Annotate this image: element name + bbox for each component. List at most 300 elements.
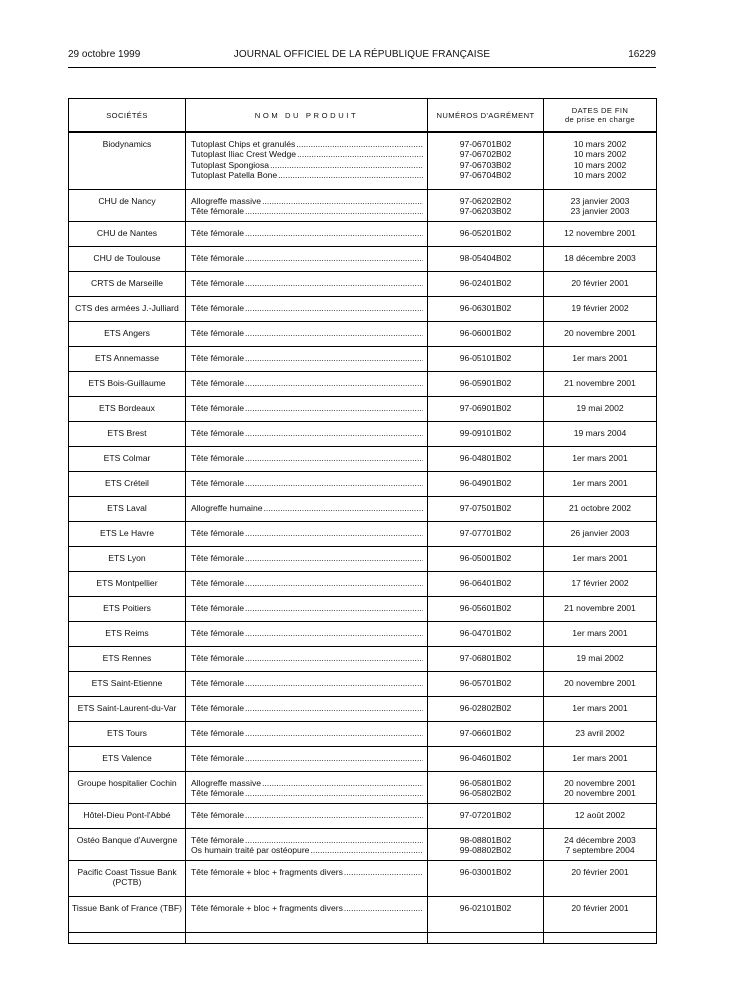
column-header-dates xyxy=(544,99,657,133)
societe-cell: ETS Reims xyxy=(69,621,186,646)
produit-name: Tête fémorale xyxy=(191,787,245,798)
date-fin: 23 janvier 2003 xyxy=(570,195,630,206)
table-row xyxy=(69,189,657,221)
societe-cell: CTS des armées J.-Julliard xyxy=(69,296,186,321)
table-row xyxy=(69,221,657,246)
dot-leader xyxy=(310,845,423,855)
numero-agrement: 96-05701B02 xyxy=(459,677,512,688)
produit-line xyxy=(191,788,423,798)
produit-name: Tête fémorale xyxy=(191,702,245,713)
table-row xyxy=(69,546,657,571)
numero-cell xyxy=(428,803,544,828)
produit-line xyxy=(191,278,423,288)
table-row xyxy=(69,271,657,296)
date-cell xyxy=(544,446,657,471)
numero-agrement: 96-05001B02 xyxy=(459,552,512,563)
produit-cell xyxy=(186,646,428,671)
produit-cell xyxy=(186,828,428,860)
date-cell xyxy=(544,132,657,189)
numero-cell xyxy=(428,771,544,803)
numero-cell xyxy=(428,346,544,371)
dot-leader xyxy=(245,403,423,413)
produit-name: Tête fémorale xyxy=(191,402,245,413)
date-fin: 1er mars 2001 xyxy=(572,752,628,763)
dot-leader xyxy=(245,228,423,238)
table-row xyxy=(69,446,657,471)
produit-line xyxy=(191,553,423,563)
dot-leader xyxy=(245,328,423,338)
produit-line xyxy=(191,170,423,180)
produit-name: Tutoplast Spongiosa xyxy=(191,159,270,170)
produit-line xyxy=(191,845,423,855)
date-cell xyxy=(544,803,657,828)
produit-line xyxy=(191,160,423,170)
produit-line xyxy=(191,703,423,713)
societe-cell: ETS Saint-Laurent-du-Var xyxy=(69,696,186,721)
date-cell xyxy=(544,860,657,896)
numero-agrement: 96-05101B02 xyxy=(459,352,512,363)
produit-line xyxy=(191,653,423,663)
continuation-cell xyxy=(69,932,186,943)
date-cell xyxy=(544,571,657,596)
produit-cell xyxy=(186,571,428,596)
dot-leader xyxy=(245,578,423,588)
produit-line xyxy=(191,139,423,149)
produit-cell xyxy=(186,596,428,621)
numero-cell xyxy=(428,746,544,771)
produit-line xyxy=(191,903,423,913)
dot-leader xyxy=(264,503,423,513)
table-row xyxy=(69,896,657,932)
numero-agrement: 97-06203B02 xyxy=(459,205,512,216)
numero-agrement: 96-04901B02 xyxy=(459,477,512,488)
societe-cell: Pacific Coast Tissue Bank (PCTB) xyxy=(69,860,186,896)
dot-leader xyxy=(245,478,423,488)
numero-agrement: 99-08802B02 xyxy=(459,844,512,855)
societe-cell: ETS Montpellier xyxy=(69,571,186,596)
societe-cell: ETS Le Havre xyxy=(69,521,186,546)
date-cell xyxy=(544,696,657,721)
date-cell xyxy=(544,496,657,521)
date-fin: 7 septembre 2004 xyxy=(565,844,635,855)
table-header-row xyxy=(69,99,657,133)
produit-cell xyxy=(186,296,428,321)
produit-cell xyxy=(186,860,428,896)
numero-cell xyxy=(428,860,544,896)
dot-leader xyxy=(245,528,423,538)
produit-cell xyxy=(186,721,428,746)
header-page-number: 16229 xyxy=(628,49,656,60)
produit-name: Tutoplast Patella Bone xyxy=(191,169,278,180)
header-date: 29 octobre 1999 xyxy=(68,49,141,60)
dot-leader xyxy=(245,303,423,313)
produit-cell xyxy=(186,896,428,932)
produit-cell xyxy=(186,396,428,421)
date-cell xyxy=(544,621,657,646)
date-fin: 20 novembre 2001 xyxy=(564,787,636,798)
societe-cell: ETS Rennes xyxy=(69,646,186,671)
numero-cell xyxy=(428,246,544,271)
numero-agrement: 96-03001B02 xyxy=(459,866,512,877)
date-fin: 18 décembre 2003 xyxy=(564,252,636,263)
date-fin: 10 mars 2002 xyxy=(573,169,627,180)
produit-line xyxy=(191,810,423,820)
produit-line xyxy=(191,206,423,216)
numero-agrement: 97-07201B02 xyxy=(459,809,512,820)
date-fin: 21 novembre 2001 xyxy=(564,602,636,613)
date-cell xyxy=(544,596,657,621)
numero-agrement: 99-09101B02 xyxy=(459,427,512,438)
date-fin: 17 février 2002 xyxy=(571,577,629,588)
date-cell xyxy=(544,521,657,546)
date-fin: 1er mars 2001 xyxy=(572,352,628,363)
produit-cell xyxy=(186,189,428,221)
produit-line xyxy=(191,835,423,845)
numero-cell xyxy=(428,896,544,932)
date-fin: 20 novembre 2001 xyxy=(564,777,636,788)
approval-table xyxy=(68,98,657,944)
numero-cell xyxy=(428,221,544,246)
produit-name: Tête fémorale xyxy=(191,352,245,363)
societe-cell: Tissue Bank of France (TBF) xyxy=(69,896,186,932)
date-fin: 10 mars 2002 xyxy=(573,139,627,149)
numero-cell xyxy=(428,646,544,671)
societe-cell: ETS Brest xyxy=(69,421,186,446)
numero-agrement: 97-06703B02 xyxy=(459,159,512,170)
produit-line xyxy=(191,328,423,338)
produit-cell xyxy=(186,771,428,803)
produit-line xyxy=(191,867,423,877)
produit-line xyxy=(191,628,423,638)
date-cell xyxy=(544,271,657,296)
numero-agrement: 96-05201B02 xyxy=(459,227,512,238)
column-header-numeros: NUMÉROS D'AGRÉMENT xyxy=(428,99,544,133)
societe-cell: Ostéo Banque d'Auvergne xyxy=(69,828,186,860)
produit-line xyxy=(191,253,423,263)
date-fin: 19 mai 2002 xyxy=(576,402,624,413)
column-header-dates-line2: de prise en charge xyxy=(564,115,636,124)
date-fin: 20 février 2001 xyxy=(571,902,629,913)
date-cell xyxy=(544,296,657,321)
date-fin: 19 février 2002 xyxy=(571,302,629,313)
header-journal-title: JOURNAL OFFICIEL DE LA RÉPUBLIQUE FRANÇAISE xyxy=(233,49,491,60)
produit-name: Tête fémorale xyxy=(191,527,245,538)
date-fin: 1er mars 2001 xyxy=(572,552,628,563)
produit-name: Tête fémorale xyxy=(191,652,245,663)
numero-agrement: 96-05901B02 xyxy=(459,377,512,388)
produit-line xyxy=(191,603,423,613)
produit-name: Allogreffe massive xyxy=(191,195,262,206)
societe-cell: Biodynamics xyxy=(69,132,186,189)
produit-cell xyxy=(186,246,428,271)
table-row xyxy=(69,596,657,621)
dot-leader xyxy=(245,678,423,688)
produit-cell xyxy=(186,471,428,496)
table-row xyxy=(69,803,657,828)
produit-name: Tête fémorale xyxy=(191,727,245,738)
numero-cell xyxy=(428,828,544,860)
numero-agrement: 96-04701B02 xyxy=(459,627,512,638)
dot-leader xyxy=(245,788,423,798)
column-header-dates-line1: DATES DE FIN xyxy=(571,106,629,115)
produit-line xyxy=(191,728,423,738)
date-fin: 1er mars 2001 xyxy=(572,452,628,463)
numero-agrement: 96-04601B02 xyxy=(459,752,512,763)
dot-leader xyxy=(245,206,423,216)
produit-line xyxy=(191,149,423,159)
produit-name: Tête fémorale xyxy=(191,377,245,388)
numero-agrement: 96-05802B02 xyxy=(459,787,512,798)
table-row xyxy=(69,421,657,446)
table-body xyxy=(69,132,657,943)
table-row xyxy=(69,521,657,546)
produit-line xyxy=(191,578,423,588)
numero-cell xyxy=(428,321,544,346)
societe-cell: Hôtel-Dieu Pont-l'Abbé xyxy=(69,803,186,828)
produit-name: Tête fémorale xyxy=(191,252,245,263)
produit-name: Tête fémorale xyxy=(191,427,245,438)
produit-name: Tête fémorale xyxy=(191,677,245,688)
numero-agrement: 97-06901B02 xyxy=(459,402,512,413)
societe-cell: ETS Bordeaux xyxy=(69,396,186,421)
produit-line xyxy=(191,753,423,763)
produit-name: Tête fémorale xyxy=(191,327,245,338)
dot-leader xyxy=(245,253,423,263)
numero-cell xyxy=(428,421,544,446)
societe-cell: ETS Lyon xyxy=(69,546,186,571)
produit-cell xyxy=(186,346,428,371)
societe-cell: ETS Poitiers xyxy=(69,596,186,621)
produit-line xyxy=(191,303,423,313)
date-cell xyxy=(544,371,657,396)
date-fin: 24 décembre 2003 xyxy=(564,834,636,845)
date-fin: 1er mars 2001 xyxy=(572,627,628,638)
produit-line xyxy=(191,503,423,513)
produit-cell xyxy=(186,671,428,696)
continuation-cell xyxy=(544,932,657,943)
page-header xyxy=(68,49,656,63)
date-fin: 23 avril 2002 xyxy=(575,727,625,738)
numero-agrement: 96-06001B02 xyxy=(459,327,512,338)
table-row xyxy=(69,771,657,803)
table-row xyxy=(69,721,657,746)
societe-cell: ETS Saint-Etienne xyxy=(69,671,186,696)
dot-leader xyxy=(296,139,423,149)
produit-name: Os humain traité par ostéopure xyxy=(191,844,310,855)
date-fin: 21 octobre 2002 xyxy=(568,502,632,513)
numero-cell xyxy=(428,396,544,421)
numero-cell xyxy=(428,296,544,321)
date-fin: 19 mars 2004 xyxy=(573,427,627,438)
produit-name: Tête fémorale xyxy=(191,834,245,845)
table-row xyxy=(69,321,657,346)
produit-cell xyxy=(186,496,428,521)
date-cell xyxy=(544,189,657,221)
produit-cell xyxy=(186,746,428,771)
numero-agrement: 97-06601B02 xyxy=(459,727,512,738)
produit-line xyxy=(191,353,423,363)
produit-name: Tête fémorale xyxy=(191,809,245,820)
produit-cell xyxy=(186,621,428,646)
table-row xyxy=(69,571,657,596)
numero-agrement: 96-04801B02 xyxy=(459,452,512,463)
numero-agrement: 96-02101B02 xyxy=(459,902,512,913)
date-cell xyxy=(544,396,657,421)
produit-name: Tête fémorale xyxy=(191,752,245,763)
date-fin: 1er mars 2001 xyxy=(572,477,628,488)
dot-leader xyxy=(297,149,423,159)
societe-cell: ETS Annemasse xyxy=(69,346,186,371)
dot-leader xyxy=(245,835,423,845)
produit-cell xyxy=(186,221,428,246)
table-continuation-row xyxy=(69,932,657,943)
produit-name: Tête fémorale xyxy=(191,302,245,313)
dot-leader xyxy=(344,867,423,877)
date-fin: 26 janvier 2003 xyxy=(570,527,630,538)
produit-line xyxy=(191,678,423,688)
numero-cell xyxy=(428,271,544,296)
produit-name: Tête fémorale xyxy=(191,577,245,588)
dot-leader xyxy=(262,196,423,206)
produit-name: Tête fémorale xyxy=(191,205,245,216)
numero-cell xyxy=(428,496,544,521)
numero-agrement: 97-07501B02 xyxy=(459,502,512,513)
produit-name: Allogreffe massive xyxy=(191,777,262,788)
date-cell xyxy=(544,471,657,496)
date-cell xyxy=(544,221,657,246)
date-cell xyxy=(544,771,657,803)
numero-agrement: 96-06301B02 xyxy=(459,302,512,313)
dot-leader xyxy=(245,453,423,463)
table-row xyxy=(69,746,657,771)
date-fin: 19 mai 2002 xyxy=(576,652,624,663)
numero-agrement: 96-05601B02 xyxy=(459,602,512,613)
table-row xyxy=(69,396,657,421)
societe-cell: CRTS de Marseille xyxy=(69,271,186,296)
produit-name: Allogreffe humaine xyxy=(191,502,263,513)
table-row xyxy=(69,621,657,646)
societe-cell: ETS Valence xyxy=(69,746,186,771)
numero-cell xyxy=(428,446,544,471)
dot-leader xyxy=(245,810,423,820)
table-row xyxy=(69,346,657,371)
produit-cell xyxy=(186,546,428,571)
numero-agrement: 97-06202B02 xyxy=(459,195,512,206)
societe-cell: CHU de Nancy xyxy=(69,189,186,221)
date-fin: 12 août 2002 xyxy=(574,809,626,820)
numero-cell xyxy=(428,132,544,189)
dot-leader xyxy=(245,728,423,738)
dot-leader xyxy=(344,903,423,913)
table-row xyxy=(69,646,657,671)
dot-leader xyxy=(245,628,423,638)
produit-line xyxy=(191,403,423,413)
numero-agrement: 98-08801B02 xyxy=(459,834,512,845)
produit-name: Tête fémorale xyxy=(191,602,245,613)
produit-line xyxy=(191,453,423,463)
produit-cell xyxy=(186,521,428,546)
numero-agrement: 97-06702B02 xyxy=(459,149,512,160)
table-row xyxy=(69,828,657,860)
numero-agrement: 97-06704B02 xyxy=(459,169,512,180)
produit-name: Tutoplast Iliac Crest Wedge xyxy=(191,149,297,160)
produit-cell xyxy=(186,446,428,471)
numero-agrement: 96-05801B02 xyxy=(459,777,512,788)
date-fin: 20 février 2001 xyxy=(571,277,629,288)
produit-line xyxy=(191,778,423,788)
societe-cell: ETS Angers xyxy=(69,321,186,346)
produit-name: Tête fémorale + bloc + fragments divers xyxy=(191,866,343,877)
numero-agrement: 97-06801B02 xyxy=(459,652,512,663)
date-cell xyxy=(544,546,657,571)
numero-agrement: 96-06401B02 xyxy=(459,577,512,588)
numero-agrement: 96-02401B02 xyxy=(459,277,512,288)
date-cell xyxy=(544,321,657,346)
column-header-produit: NOM DU PRODUIT xyxy=(186,99,428,133)
date-cell xyxy=(544,646,657,671)
continuation-cell xyxy=(186,932,428,943)
date-fin: 10 mars 2002 xyxy=(573,149,627,160)
produit-cell xyxy=(186,321,428,346)
produit-name: Tête fémorale xyxy=(191,227,245,238)
date-fin: 20 novembre 2001 xyxy=(564,327,636,338)
numero-cell xyxy=(428,696,544,721)
date-fin: 12 novembre 2001 xyxy=(564,227,636,238)
numero-cell xyxy=(428,189,544,221)
table-row xyxy=(69,471,657,496)
date-cell xyxy=(544,721,657,746)
table-row xyxy=(69,496,657,521)
date-cell xyxy=(544,828,657,860)
dot-leader xyxy=(245,278,423,288)
numero-cell xyxy=(428,471,544,496)
dot-leader xyxy=(270,160,423,170)
numero-cell xyxy=(428,371,544,396)
dot-leader xyxy=(245,603,423,613)
produit-name: Tête fémorale + bloc + fragments divers xyxy=(191,902,343,913)
date-cell xyxy=(544,746,657,771)
dot-leader xyxy=(278,170,423,180)
produit-name: Tête fémorale xyxy=(191,627,245,638)
numero-cell xyxy=(428,621,544,646)
produit-line xyxy=(191,196,423,206)
date-fin: 10 mars 2002 xyxy=(573,159,627,170)
table-row xyxy=(69,696,657,721)
table-row xyxy=(69,860,657,896)
dot-leader xyxy=(245,353,423,363)
societe-cell: ETS Tours xyxy=(69,721,186,746)
produit-name: Tête fémorale xyxy=(191,552,245,563)
produit-line xyxy=(191,228,423,238)
societe-cell: CHU de Nantes xyxy=(69,221,186,246)
numero-cell xyxy=(428,596,544,621)
dot-leader xyxy=(245,428,423,438)
produit-cell xyxy=(186,803,428,828)
produit-line xyxy=(191,528,423,538)
dot-leader xyxy=(245,753,423,763)
numero-agrement: 97-07701B02 xyxy=(459,527,512,538)
societe-cell: ETS Bois-Guillaume xyxy=(69,371,186,396)
produit-line xyxy=(191,478,423,488)
dot-leader xyxy=(245,553,423,563)
societe-cell: ETS Colmar xyxy=(69,446,186,471)
numero-cell xyxy=(428,546,544,571)
table-row xyxy=(69,671,657,696)
table-row xyxy=(69,371,657,396)
header-rule xyxy=(68,67,656,68)
produit-name: Tête fémorale xyxy=(191,452,245,463)
produit-name: Tête fémorale xyxy=(191,277,245,288)
